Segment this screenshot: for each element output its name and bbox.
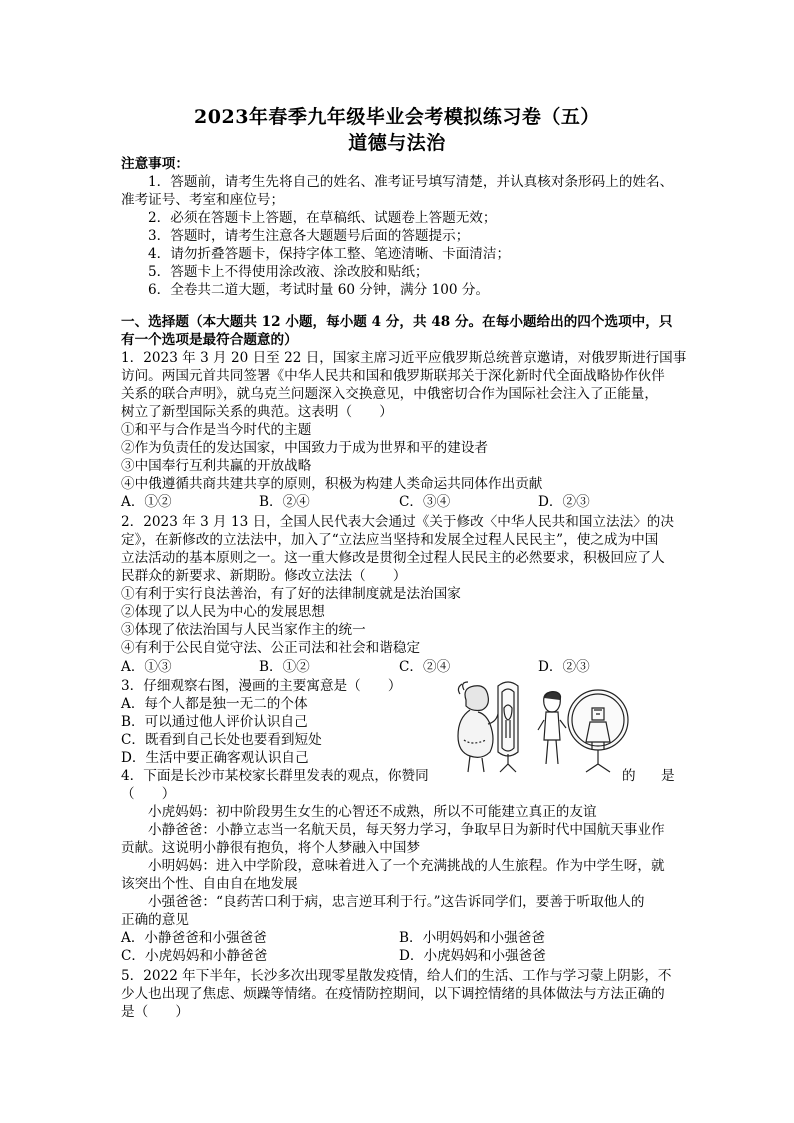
question-2-statement: ④有利于公民自觉守法、公正司法和社会和谐稳定 <box>121 640 421 656</box>
question-2-option-c[interactable]: C．②④ <box>399 659 451 675</box>
notice-item: 5．答题卡上不得使用涂改液、涂改胶和贴纸； <box>148 264 429 280</box>
question-5-text: 少人也出现了焦虑、烦躁等情绪。在疫情防控期间，以下调控情绪的具体做法与方法正确的 <box>121 986 665 1002</box>
notice-item: 1．答题前，请考生先将自己的姓名、准考证号填写清楚，并认真核对条形码上的姓名、 <box>148 174 674 190</box>
question-1-statement: ②作为负责任的发达国家，中国致力于成为世界和平的建设者 <box>121 440 489 456</box>
question-2-option-b[interactable]: B．①② <box>259 659 310 675</box>
question-1-option-c[interactable]: C．③④ <box>399 494 451 510</box>
question-4-view: 贡献。这说明小静很有抱负，将个人梦融入中国梦 <box>121 840 421 856</box>
section-heading: 一、选择题（本大题共 12 小题，每小题 4 分，共 48 分。在每小题给出的四个选项中，只 <box>121 314 673 330</box>
exam-subtitle: 道德与法治 <box>348 132 446 154</box>
question-4-view: 小虎妈妈：初中阶段男生女生的心智还不成熟，所以不可能建立真正的友谊 <box>148 804 597 820</box>
exam-title: 2023年春季九年级毕业会考模拟练习卷（五） <box>194 106 600 128</box>
question-4-stem-shi: 是 <box>661 768 675 784</box>
question-1-option-b[interactable]: B．②④ <box>259 494 310 510</box>
notice-item: 4．请勿折叠答题卡，保持字体工整、笔迹清晰、卡面清洁； <box>148 246 511 262</box>
question-4-option-d[interactable]: D．小虎妈妈和小强爸爸 <box>399 948 546 964</box>
question-3-option-b[interactable]: B．可以通过他人评价认识自己 <box>121 714 308 730</box>
question-4-option-a[interactable]: A．小静爸爸和小强爸爸 <box>121 930 267 946</box>
question-2-statement: ③体现了依法治国与人民当家作主的统一 <box>121 622 366 638</box>
question-4-option-b[interactable]: B．小明妈妈和小强爸爸 <box>399 930 545 946</box>
question-2-text: 民群众的新要求、新期盼。修改立法法（ ） <box>121 568 407 584</box>
question-4-view: 小静爸爸：小静立志当一名航天员，每天努力学习，争取早日为新时代中国航天事业作 <box>148 822 665 838</box>
question-2-option-a[interactable]: A．①③ <box>121 659 172 675</box>
question-1-option-a[interactable]: A．①② <box>121 494 172 510</box>
question-1-text: 访问。两国元首共同签署《中华人民共和国和俄罗斯联邦关于深化新时代全面战略协作伙伴 <box>121 368 665 384</box>
question-4-paren: （ ） <box>121 786 176 802</box>
question-4-stem-de: 的 <box>622 768 636 784</box>
question-2-option-d[interactable]: D．②③ <box>538 659 590 675</box>
notice-item: 2．必须在答题卡上答题，在草稿纸、试题卷上答题无效； <box>148 210 497 226</box>
question-2-statement: ①有利于实行良法善治，有了好的法律制度就是法治国家 <box>121 586 461 602</box>
question-4-view: 小明妈妈：进入中学阶段，意味着进入了一个充满挑战的人生旅程。作为中学生呀，就 <box>148 858 665 874</box>
question-4-view: 正确的意见 <box>121 912 189 928</box>
notice-heading: 注意事项： <box>121 156 189 172</box>
notice-item: 6．全卷共二道大题，考试时量 60 分钟，满分 100 分。 <box>148 282 490 298</box>
question-1-text: 关系的联合声明》，就乌克兰问题深入交换意见，中俄密切合作为国际社会注入了正能量， <box>121 386 658 402</box>
question-1-option-d[interactable]: D．②③ <box>538 494 590 510</box>
question-3-text: 3．仔细观察右图，漫画的主要寓意是（ ） <box>121 678 402 694</box>
question-2-text: 立法活动的基本原则之一。这一重大修改是贯彻全过程人民民主的必然要求，积极回应了人 <box>121 550 665 566</box>
question-5-text: 是（ ） <box>121 1004 189 1020</box>
question-4-view: 小强爸爸：“良药苦口利于病，忠言逆耳利于行。”这告诉同学们，要善于听取他人的 <box>148 894 645 910</box>
question-2-statement: ②体现了以人民为中心的发展思想 <box>121 604 325 620</box>
section-heading: 有一个选项是最符合题意的） <box>121 332 298 348</box>
question-4-stem: 4．下面是长沙市某校家长群里发表的观点，你赞同 <box>121 768 429 784</box>
question-1-text: 1．2023 年 3 月 20 日至 22 日，国家主席习近平应俄罗斯总统普京邀请，对俄罗斯进行国事 <box>121 350 687 366</box>
question-1-statement: ④中俄遵循共商共建共享的原则，积极为构建人类命运共同体作出贡献 <box>121 476 543 492</box>
mirror-cartoon-image <box>452 680 634 776</box>
notice-item: 准考证号、考室和座位号； <box>121 192 285 208</box>
question-1-text: 树立了新型国际关系的典范。这表明（ ） <box>121 404 393 420</box>
question-1-statement: ①和平与合作是当今时代的主题 <box>121 422 312 438</box>
question-4-option-c[interactable]: C．小虎妈妈和小静爸爸 <box>121 948 268 964</box>
question-2-text: 定》，在新修改的立法法中，加入了“立法应当坚持和发展全过程人民民主”，使之成为中国 <box>121 532 659 548</box>
question-3-option-a[interactable]: A．每个人都是独一无二的个体 <box>121 696 308 712</box>
question-5-text: 5．2022 年下半年，长沙多次出现零星散发疫情，给人们的生活、工作与学习蒙上阴影，不 <box>121 968 672 984</box>
question-3-option-d[interactable]: D．生活中要正确客观认识自己 <box>121 750 309 766</box>
question-3-option-c[interactable]: C．既看到自己长处也要看到短处 <box>121 732 322 748</box>
question-4-view: 该突出个性、自由自在地发展 <box>121 876 298 892</box>
notice-item: 3．答题时，请考生注意各大题题号后面的答题提示； <box>148 228 470 244</box>
question-1-statement: ③中国奉行互利共赢的开放战略 <box>121 458 312 474</box>
question-2-text: 2．2023 年 3 月 13 日，全国人民代表大会通过《关于修改〈中华人民共和国立法法〉的决 <box>121 514 674 530</box>
